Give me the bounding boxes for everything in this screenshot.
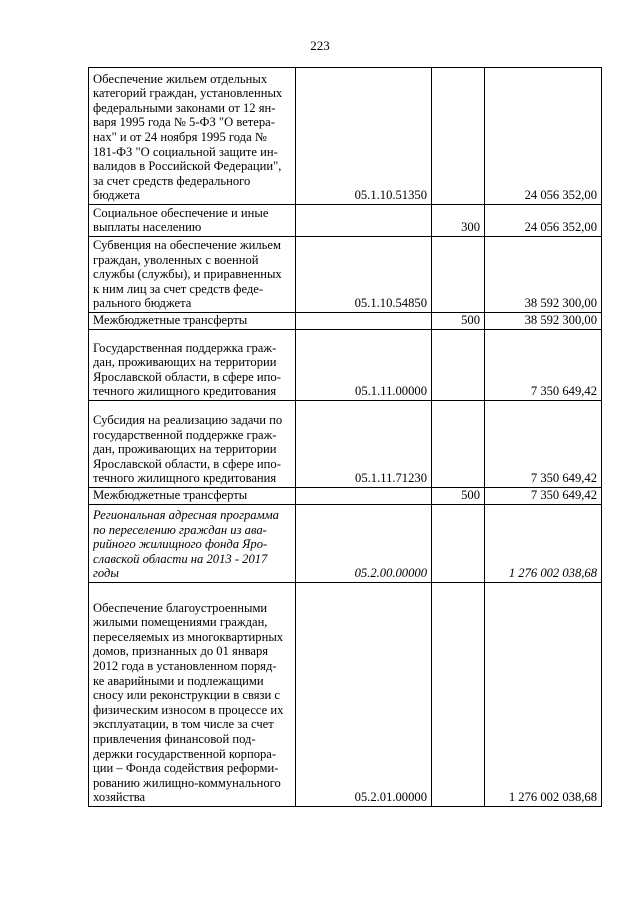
table-row xyxy=(89,313,602,330)
row-type: 500 xyxy=(432,313,485,330)
row-type: 500 xyxy=(432,488,485,505)
row-sum: 24 056 352,00 xyxy=(485,205,602,237)
row-code: 05.1.10.51350 xyxy=(296,68,432,205)
row-sum: 24 056 352,00 xyxy=(485,68,602,205)
row-type xyxy=(432,401,485,488)
page-number: 223 xyxy=(310,38,330,53)
row-name: Региональная адресная программа по переселению граждан из ава- рийного жилищного фонда Яро- славской области на 2013 - 2017 годы xyxy=(89,505,296,583)
row-sum: 7 350 649,42 xyxy=(485,488,602,505)
row-code: 05.1.10.54850 xyxy=(296,237,432,313)
table-row xyxy=(89,205,602,237)
row-code: 05.2.00.00000 xyxy=(296,505,432,583)
row-type xyxy=(432,68,485,205)
row-code: 05.1.11.71230 xyxy=(296,401,432,488)
row-name: Субвенция на обеспечение жильем граждан, уволенных с военной службы (службы), и приравненных к ним лиц за счет средств феде- рального бюджета xyxy=(89,237,296,313)
row-sum: 38 592 300,00 xyxy=(485,313,602,330)
row-name: Межбюджетные трансферты xyxy=(89,488,296,505)
row-code xyxy=(296,313,432,330)
row-sum: 1 276 002 038,68 xyxy=(485,505,602,583)
row-name: Межбюджетные трансферты xyxy=(89,313,296,330)
row-name: Социальное обеспечение и иные выплаты населению xyxy=(89,205,296,237)
row-type: 300 xyxy=(432,205,485,237)
table-row xyxy=(89,330,602,401)
row-name: Обеспечение жильем отдельных категорий граждан, установленных федеральными законами от 12 ян- варя 1995 года № 5-ФЗ "О ветера- нах" и от 24 ноября 1995 года № 181-ФЗ "О социальной защите ин- валидов в Российской Федерации", за счет средств федерального бюджета xyxy=(89,68,296,205)
budget-table xyxy=(88,67,602,807)
table-row xyxy=(89,68,602,205)
row-type xyxy=(432,330,485,401)
table-row xyxy=(89,488,602,505)
row-type xyxy=(432,237,485,313)
row-code: 05.2.01.00000 xyxy=(296,583,432,807)
table-row-program xyxy=(89,505,602,583)
row-name: Субсидия на реализацию задачи по государственной поддержке граж- дан, проживающих на территории Ярославской области, в сфере ипо- течного жилищного кредитования xyxy=(89,401,296,488)
row-name: Государственная поддержка граж- дан, проживающих на территории Ярославской области, в сфере ипо- течного жилищного кредитования xyxy=(89,330,296,401)
row-sum: 38 592 300,00 xyxy=(485,237,602,313)
table-row xyxy=(89,237,602,313)
row-type xyxy=(432,583,485,807)
row-code xyxy=(296,205,432,237)
row-code: 05.1.11.00000 xyxy=(296,330,432,401)
row-sum: 7 350 649,42 xyxy=(485,401,602,488)
row-sum: 1 276 002 038,68 xyxy=(485,583,602,807)
table-row xyxy=(89,401,602,488)
table-row xyxy=(89,583,602,807)
row-code xyxy=(296,488,432,505)
row-name: Обеспечение благоустроенными жилыми помещениями граждан, переселяемых из многоквартирных домов, признанных до 01 января 2012 года в установленном поряд- ке аварийными и подлежащими сносу или реконструкции в связи с физическим износом в процессе их эксплуатации, в том числе за счет привлечения финансовой под- держки государственной корпора- ции – Фонда содействия реформи- рованию жилищно-коммунального хозяйства xyxy=(89,583,296,807)
row-sum: 7 350 649,42 xyxy=(485,330,602,401)
row-type xyxy=(432,505,485,583)
